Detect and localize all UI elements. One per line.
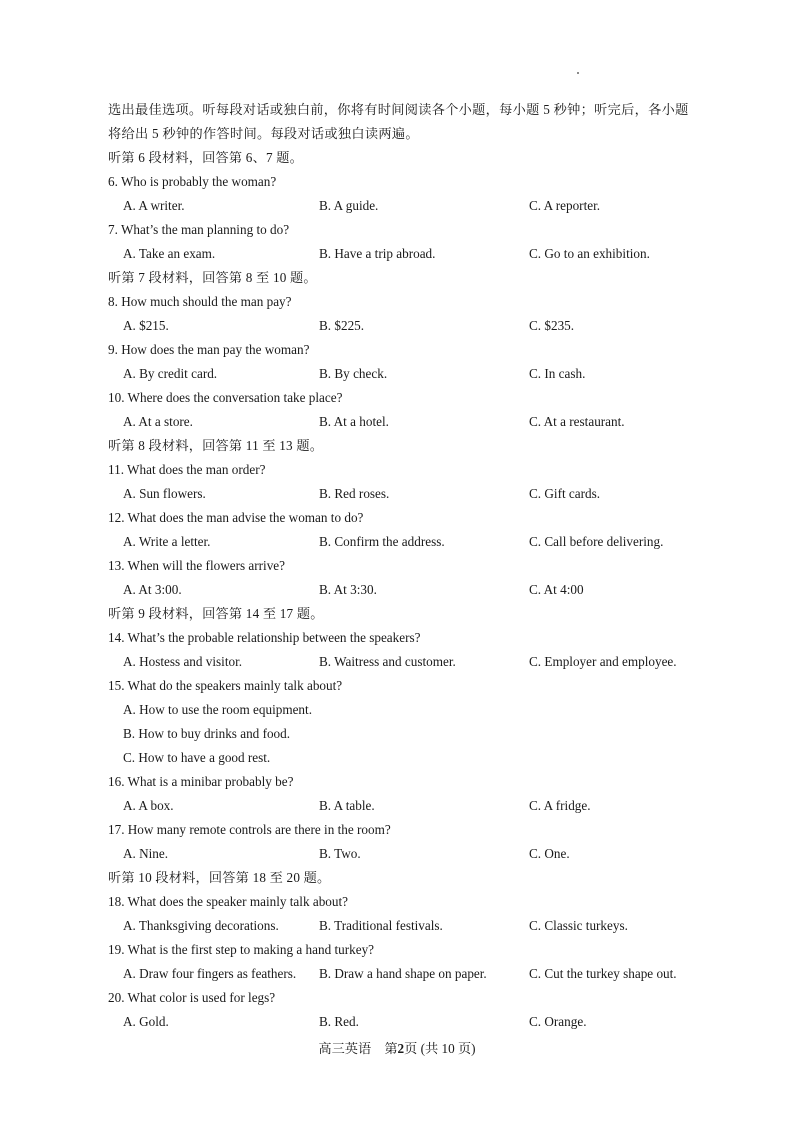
question-stem: 14. What’s the probable relationship between the speakers? xyxy=(108,630,421,645)
option-c: C. Classic turkeys. xyxy=(529,918,628,933)
options-row xyxy=(108,1010,728,1034)
option-c: C. At a restaurant. xyxy=(529,414,625,429)
option-a: A. A writer. xyxy=(123,198,185,213)
question-stem: 8. How much should the man pay? xyxy=(108,294,292,309)
option-c: C. How to have a good rest. xyxy=(123,750,271,765)
option-a: A. Draw four fingers as feathers. xyxy=(123,966,297,981)
question-stem: 7. What’s the man planning to do? xyxy=(108,222,290,237)
option-c: C. Cut the turkey shape out. xyxy=(529,966,677,981)
listening-section xyxy=(108,98,728,1034)
options-row xyxy=(108,794,728,818)
question-stem: 20. What color is used for legs? xyxy=(108,990,276,1005)
question-stem: 11. What does the man order? xyxy=(108,462,266,477)
option-c: C. A reporter. xyxy=(529,198,601,213)
question-stem: 12. What does the man advise the woman to do? xyxy=(108,510,364,525)
option-a: A. Nine. xyxy=(123,846,169,861)
option-a: A. Sun flowers. xyxy=(123,486,206,501)
question-stem: 10. Where does the conversation take place? xyxy=(108,390,343,405)
options-row xyxy=(108,482,728,506)
option-b: B. At 3:30. xyxy=(319,582,377,597)
option-b: B. $225. xyxy=(319,318,365,333)
option-c: C. Call before delivering. xyxy=(529,534,664,549)
section-heading: 听第 7 段材料，回答第 8 至 10 题。 xyxy=(108,270,317,285)
option-a: A. Gold. xyxy=(123,1014,169,1029)
option-a: A. How to use the room equipment. xyxy=(123,702,312,717)
option-a: A. $215. xyxy=(123,318,169,333)
option-a: A. Write a letter. xyxy=(123,534,211,549)
option-b: B. Draw a hand shape on paper. xyxy=(319,966,487,981)
option-c: C. One. xyxy=(529,846,570,861)
section-heading: 听第 10 段材料，回答第 18 至 20 题。 xyxy=(108,870,331,885)
option-c: C. Orange. xyxy=(529,1014,587,1029)
question-stem: 15. What do the speakers mainly talk about? xyxy=(108,678,343,693)
option-b: B. Confirm the address. xyxy=(319,534,445,549)
section-heading: 听第 8 段材料，回答第 11 至 13 题。 xyxy=(108,438,324,453)
question-stem: 19. What is the first step to making a hand turkey? xyxy=(108,942,375,957)
option-b: B. Red. xyxy=(319,1014,359,1029)
section-heading: 听第 9 段材料，回答第 14 至 17 题。 xyxy=(108,606,324,621)
option-b: B. Traditional festivals. xyxy=(319,918,443,933)
footer-total-pages: (共 10 页) xyxy=(420,1041,476,1056)
options-row xyxy=(108,650,728,674)
option-c: C. Gift cards. xyxy=(529,486,601,501)
section-heading: 听第 6 段材料，回答第 6、7 题。 xyxy=(108,150,304,165)
option-a: A. At a store. xyxy=(123,414,193,429)
option-b: B. A guide. xyxy=(319,198,379,213)
intro-line-1: 选出最佳选项。听每段对话或独白前，你将有时间阅读各个小题，每小题 5 秒钟；听完后，各小题 xyxy=(108,102,689,117)
options-row xyxy=(108,530,728,554)
question-stem: 9. How does the man pay the woman? xyxy=(108,342,310,357)
option-a: A. Hostess and visitor. xyxy=(123,654,243,669)
option-c: C. In cash. xyxy=(529,366,586,381)
option-a: A. At 3:00. xyxy=(123,582,182,597)
question-stem: 13. When will the flowers arrive? xyxy=(108,558,285,573)
options-row xyxy=(108,194,728,218)
options-row xyxy=(108,842,728,866)
option-b: B. A table. xyxy=(319,798,375,813)
options-row xyxy=(108,410,728,434)
page-footer xyxy=(0,1037,794,1061)
intro-line-2: 将给出 5 秒钟的作答时间。每段对话或独白读两遍。 xyxy=(108,126,419,141)
option-c: C. Employer and employee. xyxy=(529,654,677,669)
option-b: B. Red roses. xyxy=(319,486,390,501)
footer-page-number: 2 xyxy=(397,1041,405,1056)
option-a: A. A box. xyxy=(123,798,174,813)
option-a: A. By credit card. xyxy=(123,366,218,381)
option-b: B. Waitress and customer. xyxy=(319,654,456,669)
footer-page-suffix: 页 xyxy=(404,1041,418,1056)
question-stem: 6. Who is probably the woman? xyxy=(108,174,277,189)
options-row xyxy=(108,362,728,386)
option-b: B. How to buy drinks and food. xyxy=(123,726,291,741)
options-row xyxy=(108,962,728,986)
options-row xyxy=(108,914,728,938)
options-row xyxy=(108,314,728,338)
option-c: C. $235. xyxy=(529,318,575,333)
option-b: B. At a hotel. xyxy=(319,414,389,429)
question-stem: 18. What does the speaker mainly talk about? xyxy=(108,894,348,909)
option-b: B. Two. xyxy=(319,846,361,861)
option-c: C. At 4:00 xyxy=(529,582,584,597)
option-b: B. By check. xyxy=(319,366,388,381)
option-b: B. Have a trip abroad. xyxy=(319,246,436,261)
footer-subject: 高三英语 xyxy=(318,1041,372,1056)
scan-dot xyxy=(577,72,579,74)
footer-page-prefix: 第 xyxy=(384,1041,398,1056)
option-a: A. Take an exam. xyxy=(123,246,216,261)
option-a: A. Thanksgiving decorations. xyxy=(123,918,279,933)
option-c: C. Go to an exhibition. xyxy=(529,246,650,261)
option-c: C. A fridge. xyxy=(529,798,591,813)
question-stem: 16. What is a minibar probably be? xyxy=(108,774,294,789)
options-row xyxy=(108,578,728,602)
question-stem: 17. How many remote controls are there in the room? xyxy=(108,822,391,837)
options-row xyxy=(108,242,728,266)
